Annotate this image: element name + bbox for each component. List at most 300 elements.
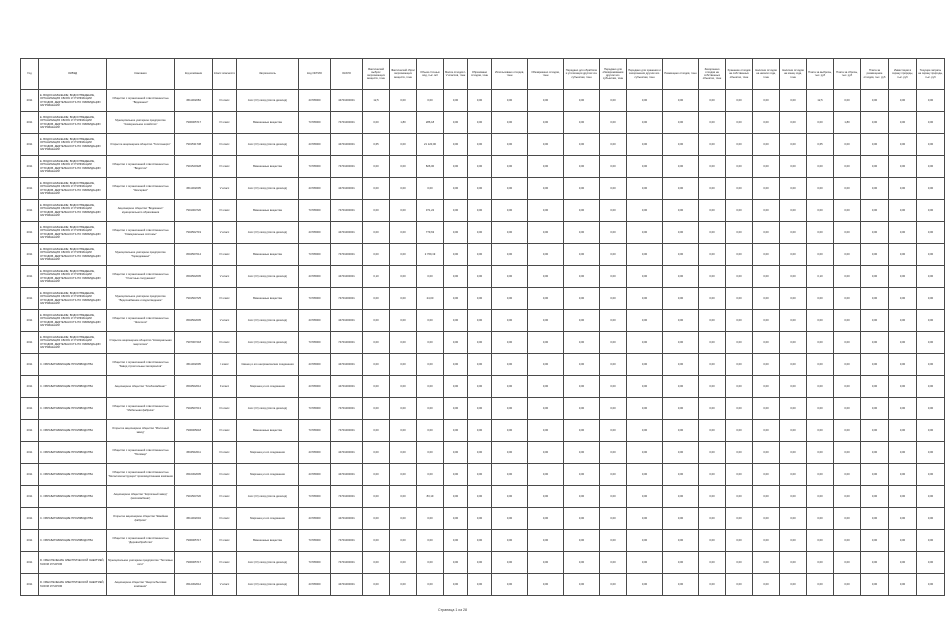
table-cell: 83,19	[417, 486, 444, 508]
table-cell: 0,00	[444, 332, 468, 354]
table-cell: 0,00	[528, 398, 564, 420]
table-cell: 0,00	[889, 178, 917, 200]
table-cell: 0,00	[564, 200, 600, 222]
table-cell: 0,00	[834, 200, 861, 222]
table-cell: 0,00	[780, 244, 807, 266]
table-cell: Общество с ограниченной ответственностью "Экосервис"	[107, 178, 175, 200]
table-cell: 286,18	[417, 112, 444, 134]
column-header: Класс опасности	[213, 59, 237, 90]
table-cell: 44705000	[299, 376, 331, 398]
table-cell: 0,00	[444, 486, 468, 508]
table-cell: 0,00	[861, 530, 889, 552]
table-cell: 0,00	[363, 200, 390, 222]
table-cell: 0,00	[363, 398, 390, 420]
table-cell: 0,00	[564, 332, 600, 354]
table-cell: 0,00	[564, 530, 600, 552]
column-header: Передано для обработки и утилизации другим хоз. субъектам, тонн	[564, 59, 600, 90]
table-cell: 0,00	[564, 222, 600, 244]
table-cell: 0,00	[390, 354, 417, 376]
table-cell: 0,00	[528, 442, 564, 464]
table-cell: 0,00	[390, 508, 417, 530]
table-cell: 0,00	[444, 244, 468, 266]
table-cell: 0,00	[663, 266, 699, 288]
table-cell: 0,00	[753, 354, 780, 376]
table-cell: 0,00	[861, 90, 889, 112]
table-cell: 0,00	[468, 134, 492, 156]
table-cell: III класс	[213, 508, 237, 530]
table-cell: С. ОБРАБАТЫВАЮЩИЕ ПРОИЗВОДСТВА	[39, 442, 107, 464]
table-cell: 0,00	[834, 288, 861, 310]
table-cell: 0,00	[468, 288, 492, 310]
table-cell: I класс	[213, 354, 237, 376]
column-header: Плата за размещение отходов, тыс. руб	[861, 59, 889, 90]
table-cell: Е. ВОДОСНАБЖЕНИЕ; ВОДООТВЕДЕНИЕ, ОРГАНИЗАЦИЯ СБОРА И УТИЛИЗАЦИИ ОТХОДОВ, ДЕЯТЕЛЬНОСТЬ ПО ЛИКВИДАЦИИ ЗАГРЯЗНЕНИЙ	[39, 178, 107, 200]
table-cell: 0,00	[663, 200, 699, 222]
table-header	[21, 59, 945, 90]
table-cell: 0,10	[807, 266, 834, 288]
table-cell: 0,00	[468, 486, 492, 508]
table-cell: 0,00	[600, 244, 627, 266]
table-cell: 0,00	[726, 574, 753, 596]
column-header: ОКВЭД	[39, 59, 107, 90]
table-cell: 74701000001	[331, 530, 363, 552]
table-cell: 0,00	[390, 530, 417, 552]
table-cell: 0,00	[699, 200, 726, 222]
table-cell: 0,00	[390, 486, 417, 508]
table-cell: 0,00	[492, 112, 528, 134]
table-cell: 74705000	[299, 288, 331, 310]
table-cell: 0,00	[492, 244, 528, 266]
table-cell: 0,00	[726, 310, 753, 332]
table-cell: 74705000	[299, 332, 331, 354]
table-cell: 0,00	[834, 376, 861, 398]
table-cell: 0,00	[699, 90, 726, 112]
table-cell: 0,00	[468, 574, 492, 596]
table-cell: Е. ВОДОСНАБЖЕНИЕ; ВОДООТВЕДЕНИЕ, ОРГАНИЗАЦИЯ СБОРА И УТИЛИЗАЦИИ ОТХОДОВ, ДЕЯТЕЛЬНОСТЬ ПО ЛИКВИДАЦИИ ЗАГРЯЗНЕНИЙ	[39, 244, 107, 266]
table-cell: 0,00	[363, 552, 390, 574]
table-cell: 0,00	[663, 156, 699, 178]
table-cell: 0,00	[417, 552, 444, 574]
table-cell: 0,00	[600, 508, 627, 530]
table-cell: 0,00	[564, 464, 600, 486]
table-cell: 44701000001	[331, 178, 363, 200]
table-cell: 0,00	[780, 398, 807, 420]
table-cell: 0,00	[627, 178, 663, 200]
table-cell: V класс	[213, 178, 237, 200]
table-cell: 0,00	[444, 376, 468, 398]
table-cell: 0,00	[917, 574, 945, 596]
table-cell: 0,00	[600, 574, 627, 596]
table-cell: 2011	[21, 442, 39, 464]
table-cell: 0,00	[726, 332, 753, 354]
table-cell: 0,00	[917, 332, 945, 354]
table-cell: IV класс	[213, 288, 237, 310]
table-cell: 0,00	[492, 530, 528, 552]
table-cell: 0,00	[390, 288, 417, 310]
table-body	[21, 90, 945, 596]
table-cell: Е. ВОДОСНАБЖЕНИЕ; ВОДООТВЕДЕНИЕ, ОРГАНИЗАЦИЯ СБОРА И УТИЛИЗАЦИИ ОТХОДОВ, ДЕЯТЕЛЬНОСТЬ ПО ЛИКВИДАЦИИ ЗАГРЯЗНЕНИЙ	[39, 222, 107, 244]
table-row	[21, 178, 945, 200]
column-header: Образовано отходов, тонн	[468, 59, 492, 90]
table-cell: 74701000001	[331, 420, 363, 442]
table-cell: 0,00	[753, 222, 780, 244]
table-cell: 0,00	[861, 332, 889, 354]
table-row	[21, 288, 945, 310]
table-cell: IV класс	[213, 112, 237, 134]
table-cell: Муниципальное унитарное предприятие "Водоснабжение и водоотведение"	[107, 288, 175, 310]
table-cell: 74705000	[299, 486, 331, 508]
table-cell: Общество с ограниченной ответственностью "Металлоконструкции" производственная компания	[107, 464, 175, 486]
table-cell: 0,00	[753, 266, 780, 288]
table-cell: 0,00	[564, 112, 600, 134]
table-cell: 12,5	[363, 90, 390, 112]
table-cell: 0,00	[390, 376, 417, 398]
table-cell: 0,00	[889, 244, 917, 266]
table-cell: V класс	[213, 266, 237, 288]
table-cell: 0,00	[663, 442, 699, 464]
table-cell: 0,00	[726, 354, 753, 376]
table-cell: 0,00	[917, 530, 945, 552]
table-row	[21, 354, 945, 376]
table-cell: 0,00	[807, 376, 834, 398]
table-cell: 0,00	[444, 288, 468, 310]
table-cell: 0,00	[528, 332, 564, 354]
table-cell: 0,00	[468, 332, 492, 354]
table-cell: С. ОБРАБАТЫВАЮЩИЕ ПРОИЗВОДСТВА	[39, 420, 107, 442]
table-cell: 2011	[21, 552, 39, 574]
table-cell: 0,00	[917, 178, 945, 200]
table-cell: С. ОБРАБАТЫВАЮЩИЕ ПРОИЗВОДСТВА	[39, 464, 107, 486]
table-cell: 0,00	[780, 310, 807, 332]
column-header: Объем сточных вод, тыс. м3	[417, 59, 444, 90]
table-cell: Общество с ограниченной ответственностью "Водосток"	[107, 156, 175, 178]
table-row	[21, 112, 945, 134]
table-cell: 0,00	[726, 222, 753, 244]
table-cell: 0,00	[726, 464, 753, 486]
table-cell: 74701000001	[331, 486, 363, 508]
table-cell: 0,00	[780, 376, 807, 398]
table-cell: Общество с ограниченной ответственностью "Мебельная фабрика"	[107, 398, 175, 420]
table-cell: 371,22	[417, 200, 444, 222]
column-header: Передано для обезвреживания другим хоз. субъектам, тонн	[600, 59, 627, 90]
column-header: Фактический сброс загрязняющих веществ, тонн	[390, 59, 417, 90]
table-row	[21, 266, 945, 288]
table-cell: 0,00	[363, 376, 390, 398]
table-cell: 0,00	[444, 156, 468, 178]
table-cell: 44705000	[299, 354, 331, 376]
table-cell: 0,00	[726, 398, 753, 420]
table-cell: Акционерное общество "Кирпичный завод" (мясокомбинат)	[107, 486, 175, 508]
table-cell: 44705000	[299, 442, 331, 464]
table-cell: Открытое акционерное общество "Молочный завод"	[107, 420, 175, 442]
table-cell: 0,00	[753, 486, 780, 508]
table-cell: 0,00	[528, 222, 564, 244]
table-cell: 44701000001	[331, 134, 363, 156]
table-cell: 0,00	[600, 442, 627, 464]
table-cell: III класс	[213, 464, 237, 486]
table-cell: 0,00	[600, 332, 627, 354]
table-cell: 0,00	[444, 552, 468, 574]
table-cell: 2011	[21, 178, 39, 200]
column-header: Код компании	[175, 59, 213, 90]
table-cell: 0,00	[834, 244, 861, 266]
table-cell: 0,00	[363, 310, 390, 332]
column-header: Плата за сбросы, тыс. руб	[834, 59, 861, 90]
table-cell: Е. ВОДОСНАБЖЕНИЕ; ВОДООТВЕДЕНИЕ, ОРГАНИЗАЦИЯ СБОРА И УТИЛИЗАЦИИ ОТХОДОВ, ДЕЯТЕЛЬНОСТЬ ПО ЛИКВИДАЦИИ ЗАГРЯЗНЕНИЙ	[39, 266, 107, 288]
table-cell: 74705000	[299, 112, 331, 134]
table-cell: Азот (IV) оксид (Азота диоксид)	[237, 178, 299, 200]
table-cell: 0,00	[600, 222, 627, 244]
table-cell: 0,00	[390, 266, 417, 288]
table-cell: 0,00	[600, 530, 627, 552]
table-cell: Азот (IV) оксид (Азота диоксид)	[237, 90, 299, 112]
table-cell: 0,00	[663, 376, 699, 398]
table-cell: 0,00	[861, 398, 889, 420]
table-cell: 0,00	[600, 310, 627, 332]
table-cell: 0,00	[807, 420, 834, 442]
table-cell: IV класс	[213, 530, 237, 552]
table-row	[21, 420, 945, 442]
table-cell: 0,00	[889, 552, 917, 574]
table-cell: 0,00	[444, 222, 468, 244]
table-cell: 0,00	[834, 464, 861, 486]
table-cell: 74705000	[299, 398, 331, 420]
table-cell: С. ОБРАБАТЫВАЮЩИЕ ПРОИЗВОДСТВА	[39, 354, 107, 376]
table-cell: Общество с ограниченной ответственностью "Очистные сооружения"	[107, 266, 175, 288]
table-cell: 0,00	[753, 508, 780, 530]
table-cell: 7906005018	[175, 420, 213, 442]
table-cell: 0,00	[861, 156, 889, 178]
table-cell: 0,00	[753, 288, 780, 310]
table-cell: 0,00	[889, 332, 917, 354]
table-cell: 44705000	[299, 134, 331, 156]
table-cell: 0,00	[564, 420, 600, 442]
table-cell: Марганец и его соединения	[237, 508, 299, 530]
table-cell: 0,00	[444, 530, 468, 552]
table-cell: D. ОБЕСПЕЧЕНИЕ ЭЛЕКТРИЧЕСКОЙ ЭНЕРГИЕЙ, ГАЗОМ И ПАРОМ	[39, 552, 107, 574]
table-cell: 0,00	[861, 508, 889, 530]
table-cell: 0,00	[528, 156, 564, 178]
table-cell: IV класс	[213, 486, 237, 508]
table-cell: 0,00	[699, 552, 726, 574]
table-cell: 0,00	[699, 398, 726, 420]
table-cell: 0,00	[444, 420, 468, 442]
table-cell: 44705000	[299, 310, 331, 332]
table-cell: 0,00	[917, 442, 945, 464]
table-cell: 74701000001	[331, 244, 363, 266]
table-cell: 0,00	[600, 90, 627, 112]
table-cell: 0,00	[417, 530, 444, 552]
table-cell: 0,00	[699, 332, 726, 354]
table-cell: 0,00	[528, 486, 564, 508]
table-cell: 0,00	[917, 222, 945, 244]
table-cell: Общество с ограниченной ответственностью "Завод строительных материалов"	[107, 354, 175, 376]
table-cell: 0,00	[663, 508, 699, 530]
table-cell: 0,00	[600, 178, 627, 200]
table-cell: 0,00	[492, 442, 528, 464]
table-cell: 7901503720	[175, 486, 213, 508]
table-cell: 0,00	[726, 244, 753, 266]
table-cell: 0,00	[889, 134, 917, 156]
table-cell: 0,00	[492, 376, 528, 398]
table-cell: 0,00	[600, 266, 627, 288]
table-cell: 74701000001	[331, 200, 363, 222]
table-cell: 0,00	[600, 134, 627, 156]
table-cell: 0,00	[600, 288, 627, 310]
table-cell: 0,00	[528, 112, 564, 134]
table-cell: 0,00	[726, 530, 753, 552]
table-cell: 0,00	[468, 200, 492, 222]
table-cell: 0,00	[889, 420, 917, 442]
table-cell: 0,00	[444, 178, 468, 200]
table-cell: III класс	[213, 90, 237, 112]
table-cell: 0,00	[627, 90, 663, 112]
table-cell: 4504502012	[175, 376, 213, 398]
column-header: Загрязнитель	[237, 59, 299, 90]
table-cell: 0,00	[363, 244, 390, 266]
table-cell: Марганец и его соединения	[237, 376, 299, 398]
table-cell: 0,00	[564, 574, 600, 596]
table-cell: 4512302012	[175, 574, 213, 596]
table-cell: 0,00	[889, 486, 917, 508]
table-cell: 0,00	[564, 354, 600, 376]
table-cell: Открытое акционерное общество "Швейная фабрика"	[107, 508, 175, 530]
table-cell: 0,00	[417, 332, 444, 354]
table-cell: 44705000	[299, 90, 331, 112]
table-cell: 0,00	[492, 486, 528, 508]
table-cell: 0,00	[363, 442, 390, 464]
table-cell: 0,00	[663, 552, 699, 574]
table-cell: 2011	[21, 310, 39, 332]
table-cell: Азот (IV) оксид (Азота диоксид)	[237, 222, 299, 244]
table-cell: 0,00	[780, 530, 807, 552]
table-cell: 0,00	[699, 310, 726, 332]
table-cell: 0,00	[390, 156, 417, 178]
table-cell: Азот (IV) оксид (Азота диоксид)	[237, 266, 299, 288]
table-cell: 0,00	[917, 398, 945, 420]
table-cell: 0,00	[390, 420, 417, 442]
table-cell: 0,00	[663, 134, 699, 156]
table-cell: 0,00	[444, 508, 468, 530]
table-cell: 0,00	[917, 376, 945, 398]
table-cell: 0,00	[600, 112, 627, 134]
table-cell: 2011	[21, 112, 39, 134]
table-cell: 2011	[21, 332, 39, 354]
table-cell: 0,00	[444, 574, 468, 596]
table-cell: 0,00	[807, 332, 834, 354]
table-cell: 0,00	[390, 398, 417, 420]
table-cell: 7907007218	[175, 332, 213, 354]
table-cell: 0,00	[663, 288, 699, 310]
table-cell: 74705000	[299, 552, 331, 574]
table-cell: Е. ВОДОСНАБЖЕНИЕ; ВОДООТВЕДЕНИЕ, ОРГАНИЗАЦИЯ СБОРА И УТИЛИЗАЦИИ ОТХОДОВ, ДЕЯТЕЛЬНОСТЬ ПО ЛИКВИДАЦИИ ЗАГРЯЗНЕНИЙ	[39, 90, 107, 112]
table-cell: 0,00	[363, 508, 390, 530]
table-cell: Е. ВОДОСНАБЖЕНИЕ; ВОДООТВЕДЕНИЕ, ОРГАНИЗАЦИЯ СБОРА И УТИЛИЗАЦИИ ОТХОДОВ, ДЕЯТЕЛЬНОСТЬ ПО ЛИКВИДАЦИИ ЗАГРЯЗНЕНИЙ	[39, 310, 107, 332]
table-cell: 0,00	[726, 134, 753, 156]
table-cell: Общество с ограниченной ответственностью "Коммунальные системы"	[107, 222, 175, 244]
table-cell: 0,00	[564, 310, 600, 332]
table-cell: Акционерное общество "Водоканал" муниципального образования	[107, 200, 175, 222]
table-cell: 0,00	[699, 354, 726, 376]
table-cell: 0,00	[363, 332, 390, 354]
table-cell: 0,00	[663, 574, 699, 596]
table-cell: 0,00	[807, 310, 834, 332]
table-cell: 0,00	[627, 420, 663, 442]
table-cell: 0,00	[780, 156, 807, 178]
table-cell: 0,00	[726, 420, 753, 442]
table-cell: 0,00	[492, 222, 528, 244]
table-cell: 0,00	[834, 574, 861, 596]
table-cell: 0,00	[444, 90, 468, 112]
table-cell: 0,00	[468, 90, 492, 112]
column-header: Текущие затраты на охрану природы, тыс. руб	[917, 59, 945, 90]
table-cell: 2011	[21, 156, 39, 178]
table-cell: 0,00	[363, 178, 390, 200]
table-cell: 4511302084	[175, 90, 213, 112]
table-cell: 0,00	[889, 156, 917, 178]
table-cell: 0,00	[417, 508, 444, 530]
table-cell: 44705000	[299, 464, 331, 486]
table-cell: 0,00	[663, 530, 699, 552]
column-header: ОКАТО	[331, 59, 363, 90]
table-cell: 0,00	[699, 420, 726, 442]
table-cell: 0,00	[917, 464, 945, 486]
table-cell: 0,00	[468, 530, 492, 552]
table-cell: 7906005717	[175, 552, 213, 574]
table-cell: 0,00	[917, 552, 945, 574]
table-cell: С. ОБРАБАТЫВАЮЩИЕ ПРОИЗВОДСТВА	[39, 530, 107, 552]
table-cell: 0,00	[726, 288, 753, 310]
table-cell: Е. ВОДОСНАБЖЕНИЕ; ВОДООТВЕДЕНИЕ, ОРГАНИЗАЦИЯ СБОРА И УТИЛИЗАЦИИ ОТХОДОВ, ДЕЯТЕЛЬНОСТЬ ПО ЛИКВИДАЦИИ ЗАГРЯЗНЕНИЙ	[39, 288, 107, 310]
table-cell: 2011	[21, 574, 39, 596]
table-cell: V класс	[213, 310, 237, 332]
table-row	[21, 552, 945, 574]
table-cell: 44701000001	[331, 354, 363, 376]
table-cell: 0,00	[753, 398, 780, 420]
table-cell: 0,00	[861, 552, 889, 574]
table-cell: 0,00	[807, 200, 834, 222]
table-cell: С. ОБРАБАТЫВАЮЩИЕ ПРОИЗВОДСТВА	[39, 398, 107, 420]
table-cell: 7901003720	[175, 200, 213, 222]
table-cell: С. ОБРАБАТЫВАЮЩИЕ ПРОИЗВОДСТВА	[39, 376, 107, 398]
table-cell: 0,00	[889, 398, 917, 420]
table-cell: 0,00	[699, 464, 726, 486]
table-cell: 0,00	[726, 376, 753, 398]
table-cell: 0,00	[726, 90, 753, 112]
table-cell: 0,00	[699, 574, 726, 596]
table-cell: 0,00	[627, 112, 663, 134]
table-cell: Взвешенные вещества	[237, 200, 299, 222]
table-cell: Акционерное общество "Хлебокомбинат"	[107, 376, 175, 398]
table-cell: Муниципальное унитарное предприятие "Коммунальное хозяйство"	[107, 112, 175, 134]
table-cell: 0,00	[699, 508, 726, 530]
table-cell: 0,00	[917, 134, 945, 156]
table-cell: 0,00	[468, 354, 492, 376]
table-cell: 7901503725	[175, 288, 213, 310]
table-row	[21, 486, 945, 508]
table-cell: 0,00	[528, 310, 564, 332]
table-cell: 2 769,19	[417, 244, 444, 266]
table-cell: 0,00	[834, 266, 861, 288]
table-cell: 0,00	[417, 266, 444, 288]
table-cell: 0,00	[861, 200, 889, 222]
table-cell: 0,00	[363, 156, 390, 178]
table-cell: Е. ВОДОСНАБЖЕНИЕ; ВОДООТВЕДЕНИЕ, ОРГАНИЗАЦИЯ СБОРА И УТИЛИЗАЦИИ ОТХОДОВ, ДЕЯТЕЛЬНОСТЬ ПО ЛИКВИДАЦИИ ЗАГРЯЗНЕНИЙ	[39, 112, 107, 134]
table-cell: 0,00	[417, 354, 444, 376]
table-cell: 0,00	[528, 178, 564, 200]
table-row	[21, 134, 945, 156]
table-cell: 7906005717	[175, 530, 213, 552]
